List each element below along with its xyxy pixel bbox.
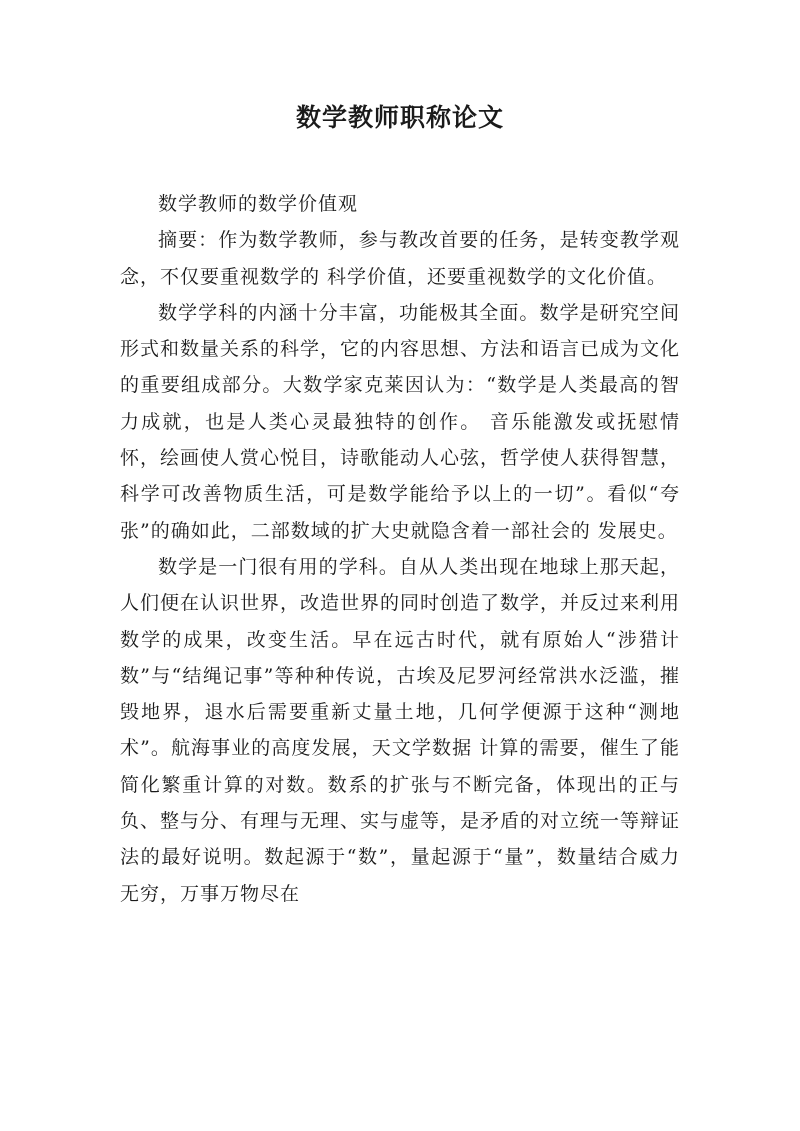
abstract-paragraph: 摘要：作为数学教师，参与教改首要的任务，是转变教学观念，不仅要重视数学的 科学价值，还要重视数学的文化价值。 xyxy=(120,229,680,288)
document-title: 数学教师职称论文 xyxy=(295,103,504,132)
body-paragraph: 数学是一门很有用的学科。自从人类出现在地球上那天起，人们便在认识世界，改造世界的同时创造了数学，并反过来利用数学的成果，改变生活。早在远古时代，就有原始人“涉猎计数”与“结绳记事”等种种传说，古埃及尼罗河经常洪水泛滥，摧毁地界，退水后需要重新丈量土地，几何学便源于这种“测地术”。航海事业的高度发展，天文学数据 计算的需要，催生了能简化繁重计算的对数。数系的扩张与不断完备，体现出的正与负、整与分、有理与无理、实与虚等，是矛盾的对立统一等辩证法的最好说明。数起源于“数”，量起源于“量”，数量结合威力无穷，万事万物尽在 xyxy=(120,555,681,905)
section-heading: 数学教师的数学价值观 xyxy=(158,193,359,215)
body-paragraph: 数学学科的内涵十分丰富，功能极其全面。数学是研究空间形式和数量关系的科学，它的内容思想、方法和语言已成为文化的重要组成部分。大数学家克莱因认为：“数学是人类最高的智力成就，也是人类心灵最独特的创作。 音乐能激发或抚慰情怀，绘画使人赏心悦目，诗歌能动人心弦，哲学使人获得智慧，科学可改善物质生活，可是数学能给予以上的一切”。看似“夸张”的确如此，二部数域的扩大史就隐含着一部社会的 发展史。 xyxy=(120,301,681,542)
document-body xyxy=(120,186,680,912)
